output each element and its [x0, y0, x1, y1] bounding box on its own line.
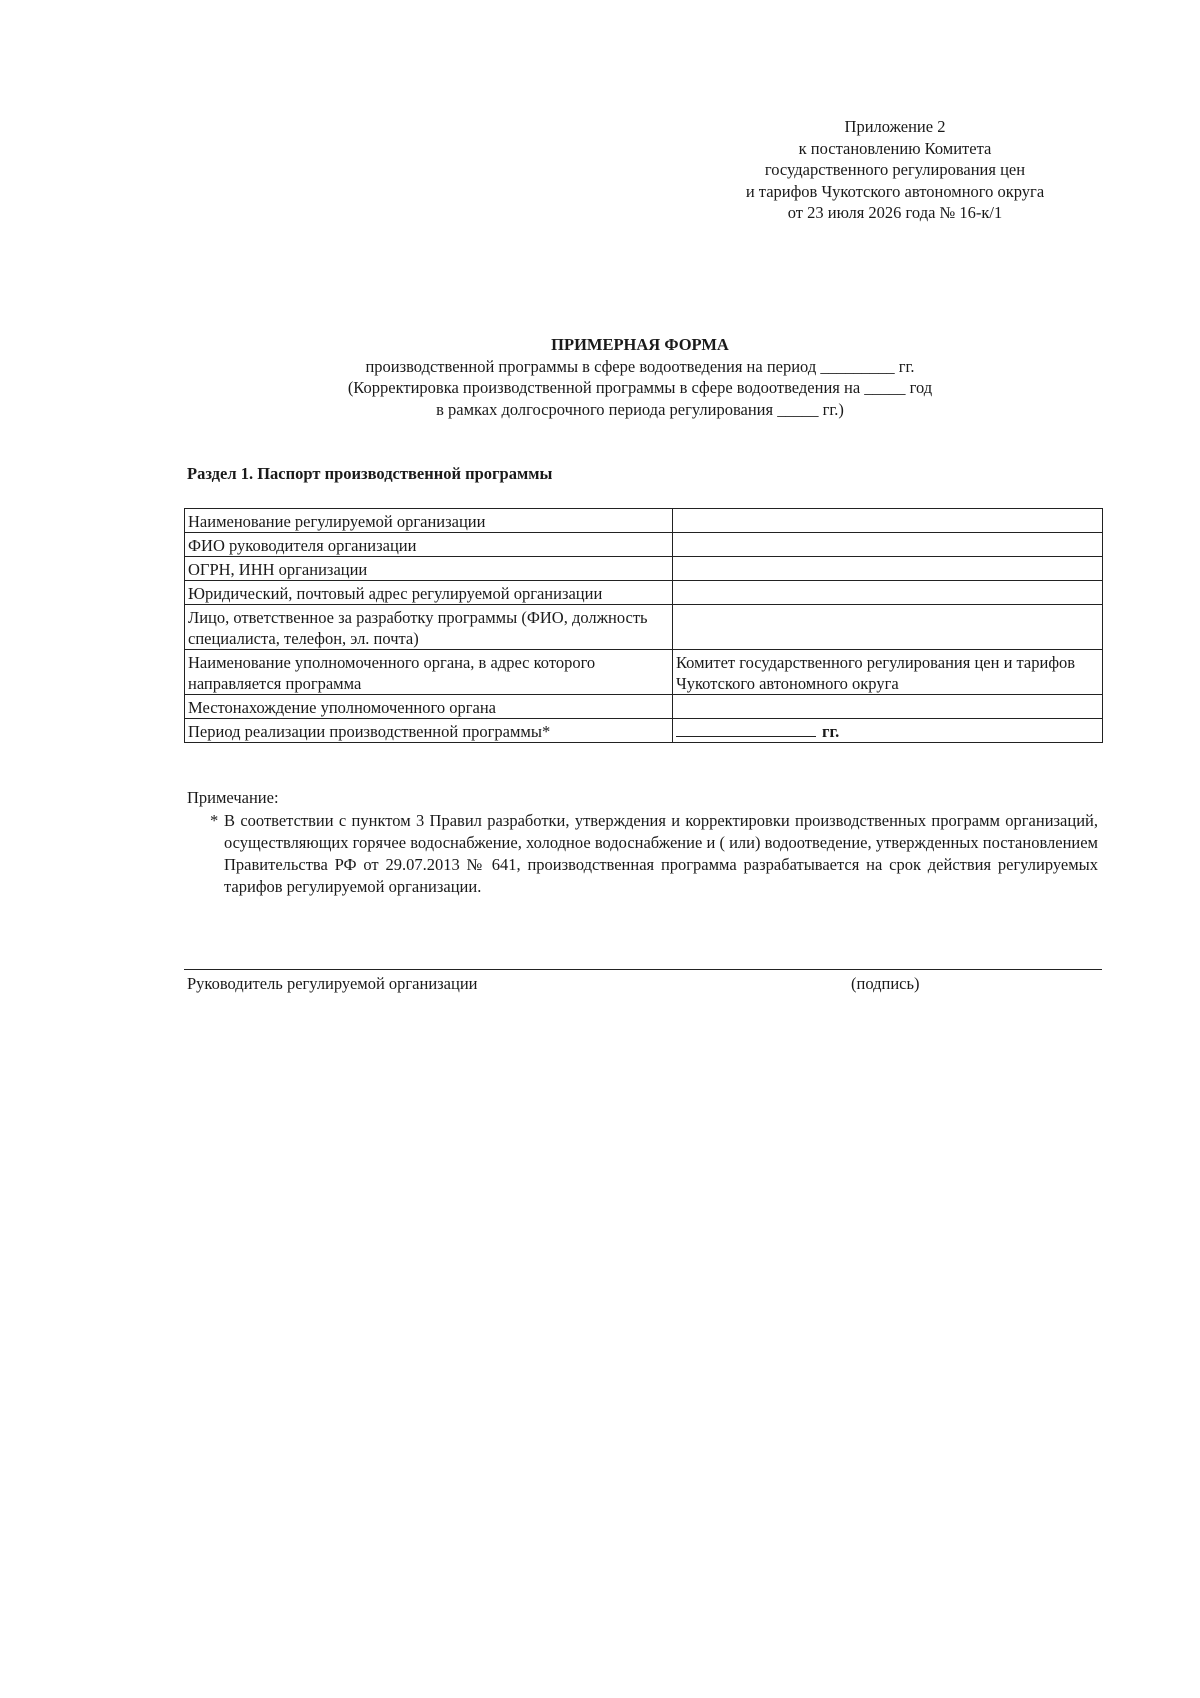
signature-line	[184, 969, 1102, 970]
row-label: ФИО руководителя организации	[185, 533, 673, 557]
appendix-line: государственного регулирования цен	[764, 160, 1026, 179]
row-label: Местонахождение уполномоченного органа	[185, 695, 673, 719]
table-row	[185, 650, 1103, 695]
row-value	[673, 605, 1103, 650]
note-text: В соответствии с пунктом 3 Правил разработки, утверждения и корректировки производственных программ организаций, осуществляющих горячее водоснабжение, холодное водоснабжение и ( или) водоотведение, утвержденных постановлением Правительства РФ от 29.07.2013 № 641, производственная программа разрабатывается на срок действия регулируемых тарифов регулируемой организации.	[224, 811, 1098, 896]
blank-fill-line	[676, 722, 816, 737]
row-label: ОГРН, ИНН организации	[185, 557, 673, 581]
appendix-block	[720, 116, 1070, 224]
signature-caption: (подпись)	[851, 974, 920, 993]
footnote-star: *	[210, 811, 219, 830]
row-value	[673, 533, 1103, 557]
note-text-block	[210, 810, 1098, 898]
table-row	[185, 719, 1103, 743]
table-row	[185, 557, 1103, 581]
appendix-line: к постановлению Комитета	[798, 138, 992, 158]
table-row	[185, 581, 1103, 605]
signature-role: Руководитель регулируемой организации	[187, 974, 478, 993]
table-row	[185, 695, 1103, 719]
row-label: Юридический, почтовый адрес регулируемой организации	[185, 581, 673, 605]
row-label: Наименование уполномоченного органа, в адрес которого направляется программа	[185, 650, 673, 695]
row-label: Лицо, ответственное за разработку программы (ФИО, должность специалиста, телефон, эл. почта)	[185, 605, 673, 650]
form-subtitle-line: (Корректировка производственной программы в сфере водоотведения на _____ год	[347, 378, 933, 397]
row-label: Период реализации производственной программы*	[185, 719, 673, 743]
row-value: Комитет государственного регулирования цен и тарифов Чукотского автономного округа	[673, 650, 1103, 695]
form-title: ПРИМЕРНАЯ ФОРМА	[551, 335, 729, 354]
passport-table	[184, 508, 1103, 743]
form-title-block	[250, 334, 1030, 420]
row-value	[673, 695, 1103, 719]
appendix-line: от 23 июля 2026 года № 16-к/1	[787, 203, 1003, 222]
appendix-line: Приложение 2	[844, 117, 946, 136]
table-row	[185, 533, 1103, 557]
form-subtitle-line: производственной программы в сфере водоотведения на период _________ гг.	[365, 356, 915, 376]
section-title: Раздел 1. Паспорт производственной программы	[187, 464, 553, 483]
period-unit: гг.	[822, 722, 840, 741]
note-label: Примечание:	[187, 788, 279, 807]
row-value	[673, 581, 1103, 605]
row-value-period	[673, 719, 1103, 743]
appendix-line: и тарифов Чукотского автономного округа	[745, 181, 1045, 201]
row-label: Наименование регулируемой организации	[185, 509, 673, 533]
row-value	[673, 509, 1103, 533]
row-value	[673, 557, 1103, 581]
table-row	[185, 509, 1103, 533]
form-subtitle-line: в рамках долгосрочного периода регулирования _____ гг.)	[436, 399, 844, 419]
table-row	[185, 605, 1103, 650]
